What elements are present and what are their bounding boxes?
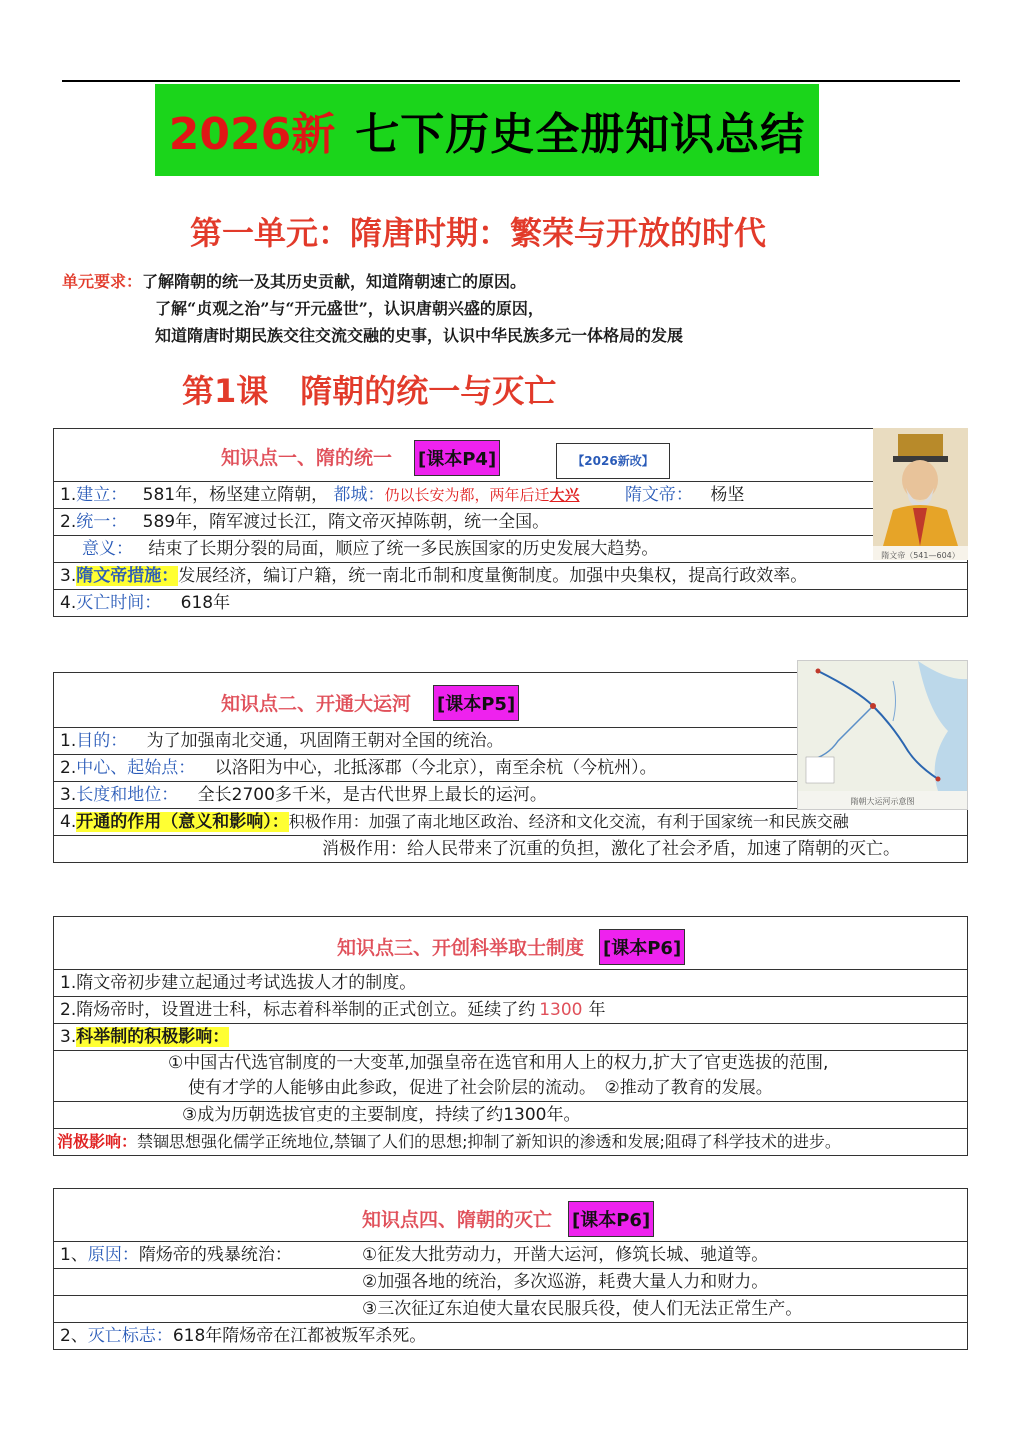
emperor-portrait: [873, 428, 968, 560]
kp1-header: [54, 429, 967, 482]
kp4-row-4: 2、灭亡标志：618年隋炀帝在江都被叛军杀死。: [60, 1326, 427, 1346]
kp3-row-4: ①中国古代选官制度的一大变革,加强皇帝在选官和用人上的权力,扩大了官吏选拔的范围, 使有才学的人能够由此参政，促进了社会阶层的流动。 ②推动了教育的发展。: [54, 1051, 967, 1102]
canal-map: [797, 660, 968, 810]
kp4-table: [53, 1188, 968, 1350]
kp3-row-3: 3.科举制的积极影响：: [54, 1024, 967, 1051]
kp3-row-2: 2.隋炀帝时，设置进士科，标志着科举制的正式创立。延续了约 1300 年: [54, 997, 967, 1024]
req-line-2: 了解“贞观之治”与“开元盛世”，认识唐朝兴盛的原因，: [155, 299, 544, 318]
top-rule: [62, 80, 960, 82]
kp4-header: [54, 1189, 967, 1242]
kp2-textbook-ref: [课本P5]: [433, 685, 519, 721]
page-title-banner: [155, 84, 819, 176]
kp2-row-2: 2.中心、起始点： 以洛阳为中心，北抵涿郡（今北京），南至余杭（今杭州）。: [54, 755, 967, 782]
kp3-row-6: 消极影响：禁锢思想强化儒学正统地位,禁锢了人们的思想;抑制了新知识的渗透和发展;阻碍了科学技术的进步。: [57, 1132, 841, 1151]
page-title: 七下历史全册知识总结: [355, 109, 806, 160]
lesson-title: 第1课 隋朝的统一与灭亡: [182, 372, 557, 410]
emperor-portrait-icon: [873, 428, 968, 546]
kp4-title: 知识点四、隋朝的灭亡: [362, 1209, 553, 1231]
kp4-textbook-ref: [课本P6]: [568, 1201, 654, 1237]
kp1-row-3: 意义： 结束了长期分裂的局面，顺应了统一多民族国家的历史发展大趋势。: [54, 536, 967, 563]
kp3-title: 知识点三、开创科举取士制度: [337, 937, 585, 959]
kp2-row-4: 4.开通的作用（意义和影响）：积极作用：加强了南北地区政治、经济和文化交流，有利于国家统一和民族交融: [54, 809, 967, 836]
kp3-row-1: 1.隋文帝初步建立起通过考试选拔人才的制度。: [54, 970, 967, 997]
kp1-revision-tag: 【2026新改】: [556, 443, 670, 479]
req-label: 单元要求：: [62, 272, 143, 291]
req-line-3: 知道隋唐时期民族交往交流交融的史事，认识中华民族多元一体格局的发展: [155, 326, 684, 345]
kp4-row-1: 1、原因：隋炀帝的残暴统治： ①征发大批劳动力，开凿大运河，修筑长城、驰道等。: [54, 1242, 967, 1269]
portrait-caption: 隋文帝（541—604）: [881, 551, 960, 560]
kp1-title: 知识点一、隋的统一: [221, 447, 393, 469]
kp1-row-5: 4.灭亡时间： 618年: [60, 593, 231, 613]
kp2-title: 知识点二、开通大运河: [221, 693, 412, 715]
canal-map-icon: [798, 661, 967, 791]
kp3-header: [54, 917, 967, 970]
kp4-row-3: ③三次征辽东迫使大量农民服兵役，使人们无法正常生产。: [54, 1296, 967, 1323]
kp3-row-5: ③成为历朝选拔官吏的主要制度，持续了约1300年。: [54, 1102, 967, 1129]
kp1-textbook-ref: [课本P4]: [414, 440, 500, 476]
req-line-1: 了解隋朝的统一及其历史贡献，知道隋朝速亡的原因。: [142, 272, 527, 291]
map-caption: 隋朝大运河示意图: [850, 797, 915, 806]
kp1-row-2: 2.统一： 589年，隋军渡过长江，隋文帝灭掉陈朝，统一全国。: [54, 509, 967, 536]
unit-requirements: [62, 268, 683, 349]
kp1-row-4: 3.隋文帝措施：发展经济，编订户籍，统一南北币制和度量衡制度。加强中央集权，提高行政效率。: [54, 563, 967, 590]
kp3-table: [53, 916, 968, 1156]
kp3-textbook-ref: [课本P6]: [599, 929, 685, 965]
unit-title: 第一单元：隋唐时期：繁荣与开放的时代: [190, 214, 767, 252]
kp2-row-5: 消极作用：给人民带来了沉重的负担，激化了社会矛盾，加速了隋朝的灭亡。: [322, 839, 900, 859]
kp1-table: [53, 428, 968, 617]
kp4-row-2: ②加强各地的统治，多次巡游，耗费大量人力和财力。: [54, 1269, 967, 1296]
kp2-row-3: 3.长度和地位： 全长2700多千米，是古代世界上最长的运河。: [54, 782, 967, 809]
kp2-row-1: 1.目的： 为了加强南北交通，巩固隋王朝对全国的统治。: [54, 728, 967, 755]
title-year: 2026新: [168, 109, 336, 160]
kp1-row-1: 1.建立： 581年，杨坚建立隋朝， 都城：仍以长安为都，两年后迁大兴 隋文帝： 杨坚: [54, 482, 967, 509]
